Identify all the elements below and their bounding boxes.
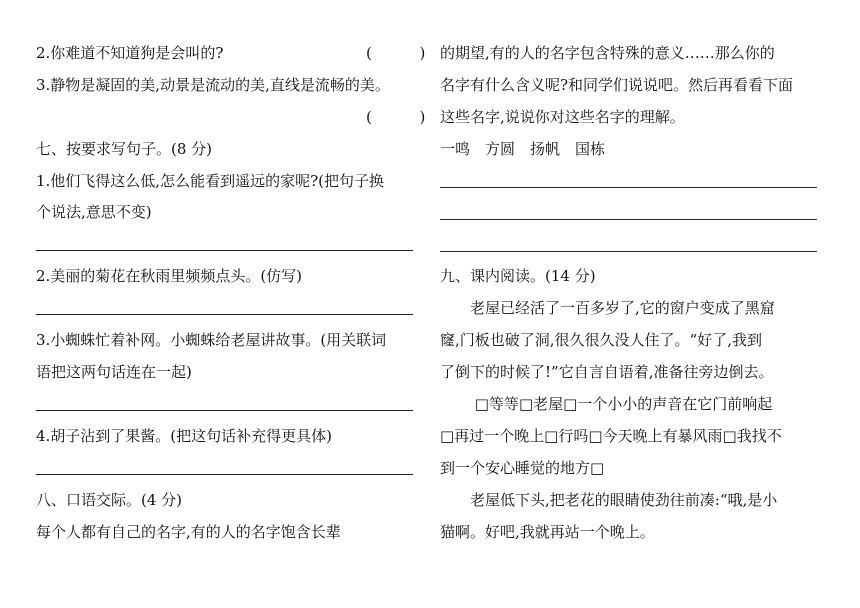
question-3-text: 3.静物是凝固的美,动景是流动的美,直线是流畅的美。 — [36, 76, 390, 94]
section-8-text-line1: 每个人都有自己的名字,有的人的名字饱含长辈 — [36, 523, 341, 541]
section-8-title: 八、口语交际。(4 分) — [36, 491, 183, 509]
passage-p2-line1: □等等□老屋□一个小小的声音在它门前响起 — [440, 395, 773, 413]
section-8-text-line4: 这些名字,说说你对这些名字的理解。 — [440, 108, 685, 126]
s8-answer-line-2[interactable] — [440, 219, 817, 220]
s7-question-2: 2.美丽的菊花在秋雨里频频点头。(仿写) — [36, 267, 303, 285]
s7-question-1-line1: 1.他们飞得这么低,怎么能看到遥远的家呢?(把句子换 — [36, 172, 384, 190]
section-9-title: 九、课内阅读。(14 分) — [440, 267, 596, 285]
passage-p2-line2: □再过一个晚上□行吗□今天晚上有暴风雨□我找不 — [440, 427, 782, 445]
s7-question-4: 4.胡子沾到了果酱。(把这句话补充得更具体) — [36, 427, 333, 445]
names-list: 一鸣 方圆 扬帆 国栋 — [440, 140, 606, 158]
s7-question-1-line2: 个说法,意思不变) — [36, 203, 152, 221]
section-7-title: 七、按要求写句子。(8 分) — [36, 140, 213, 158]
passage-p2-line3: 到一个安心睡觉的地方□ — [440, 459, 605, 477]
s7-q3-answer-line[interactable] — [36, 410, 413, 411]
s7-q2-answer-line[interactable] — [36, 314, 413, 315]
question-2-text: 2.你难道不知道狗是会叫的? — [36, 44, 224, 62]
s7-q4-answer-line[interactable] — [36, 474, 413, 475]
section-8-text-line2: 的期望,有的人的名字包含特殊的意义……那么你的 — [440, 44, 775, 62]
passage-p3-line2: 猫啊。好吧,我就再站一个晚上。 — [440, 523, 655, 541]
s7-question-3-line1: 3.小蜘蛛忙着补网。小蜘蛛给老屋讲故事。(用关联词 — [36, 331, 387, 349]
s8-answer-line-3[interactable] — [440, 251, 817, 252]
passage-p1-line3: 了倒下的时候了!”它自言自语着,准备往旁边倒去。 — [440, 363, 774, 381]
section-8-text-line3: 名字有什么含义呢?和同学们说说吧。然后再看看下面 — [440, 76, 794, 94]
passage-p1-line1: 老屋已经活了一百多岁了,它的窗户变成了黑窟 — [440, 299, 775, 317]
s7-question-3-line2: 语把这两句话连在一起) — [36, 363, 192, 381]
passage-p1-line2: 窿,门板也破了洞,很久很久没人住了。“好了,我到 — [440, 331, 762, 349]
s8-answer-line-1[interactable] — [440, 187, 817, 188]
question-2-answer-paren[interactable]: ( ) — [366, 44, 426, 62]
question-3-answer-paren[interactable]: ( ) — [366, 108, 426, 126]
passage-p3-line1: 老屋低下头,把老花的眼睛使劲往前凑:“哦,是小 — [440, 491, 778, 509]
s7-q1-answer-line[interactable] — [36, 250, 413, 251]
